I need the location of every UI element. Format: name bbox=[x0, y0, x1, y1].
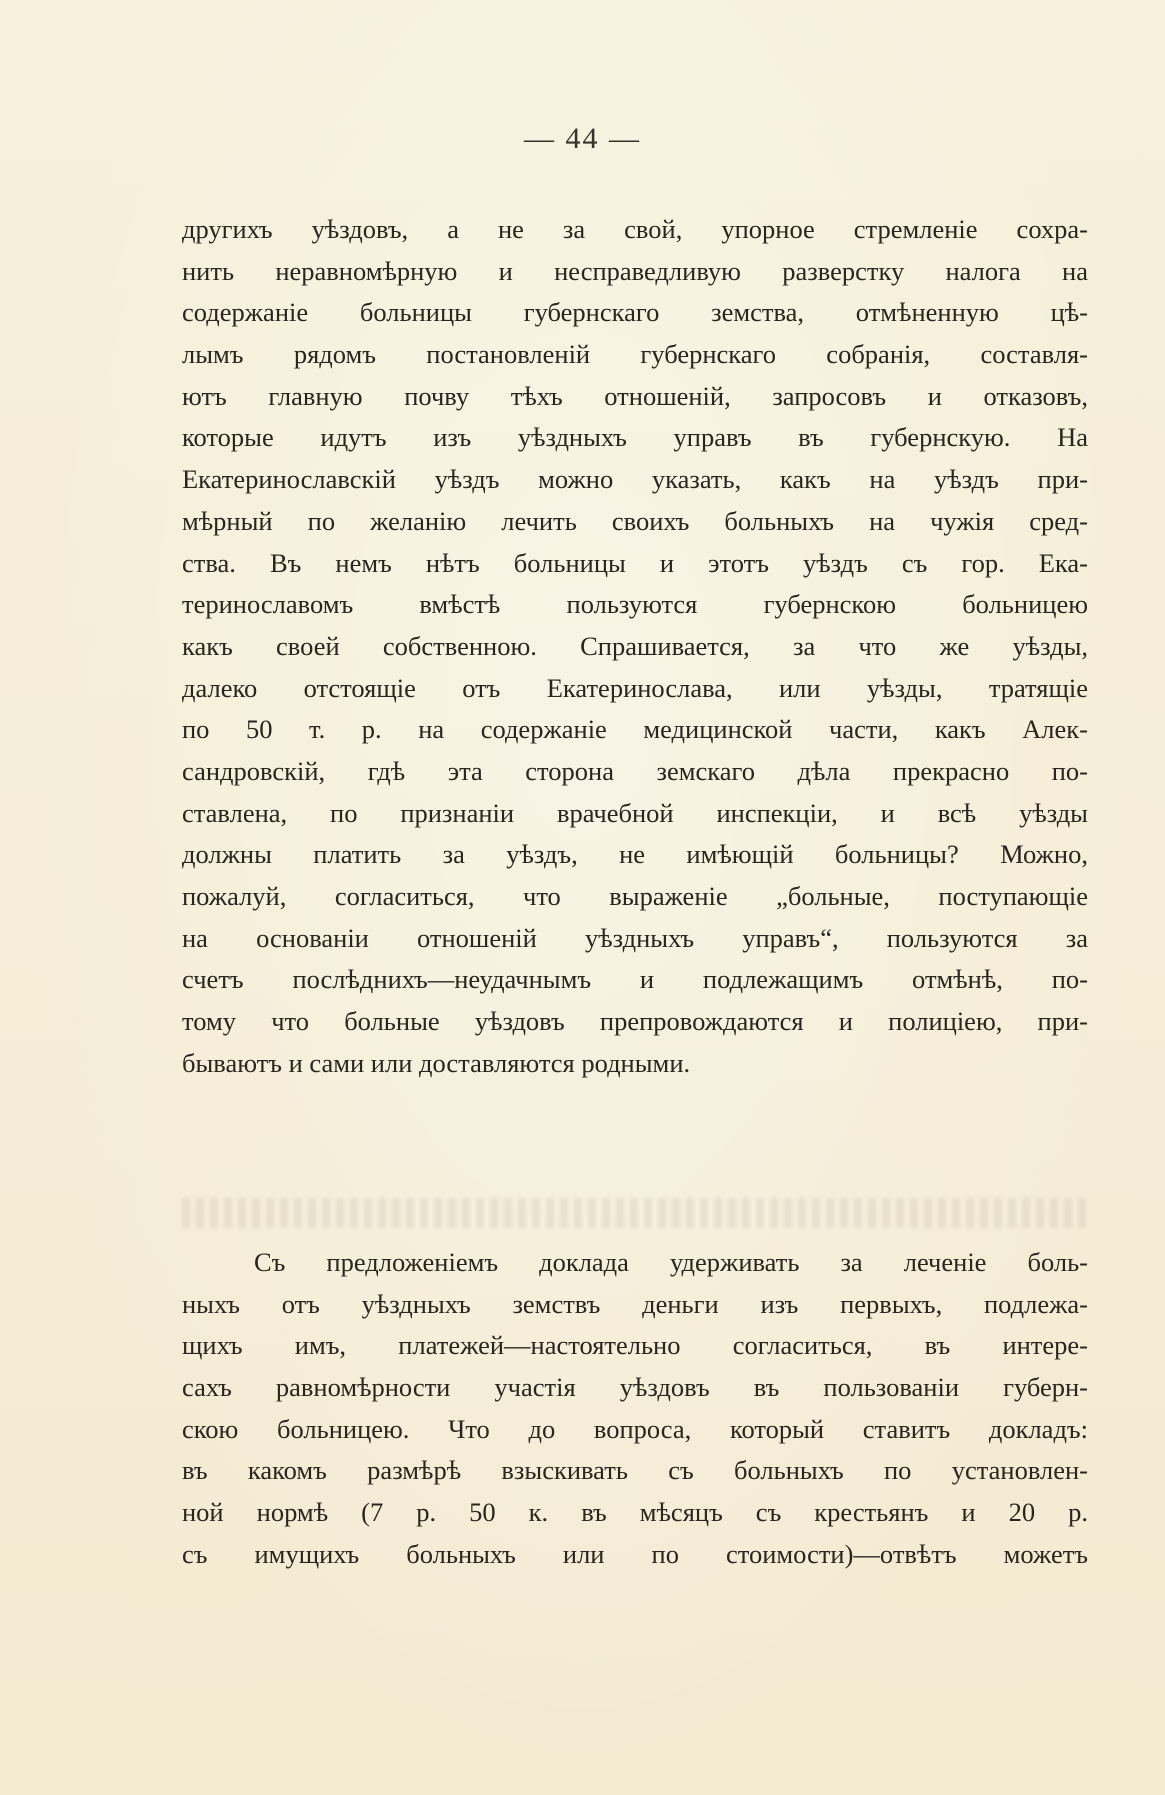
text-line: съ имущихъ больныхъ или по стоимости)—отвѣтъ можетъ bbox=[182, 1538, 1088, 1569]
text-line: пожалуй, согласиться, что выраженіе „больные, поступающіе bbox=[182, 881, 1088, 911]
paragraph-1 bbox=[182, 209, 1088, 1084]
text-line: другихъ уѣздовъ, а не за свой, упорное стремленіе сохра- bbox=[182, 214, 1088, 244]
text-line: далеко отстоящіе отъ Екатеринослава, или уѣзды, тратящіе bbox=[182, 672, 1088, 703]
text-line: Съ предложеніемъ доклада удерживать за леченіе боль- bbox=[254, 1247, 1088, 1277]
text-line: ныхъ отъ уѣздныхъ земствъ деньги изъ первыхъ, подлежа- bbox=[182, 1288, 1088, 1319]
text-line: Екатеринославскій уѣздъ можно указать, какъ на уѣздъ при- bbox=[182, 464, 1088, 495]
text-line: которые идутъ изъ уѣздныхъ управъ въ губернскую. На bbox=[182, 422, 1088, 453]
text-line: счетъ послѣднихъ—неудачнымъ и подлежащимъ отмѣнѣ, по- bbox=[182, 964, 1088, 995]
text-line: содержаніе больницы губернскаго земства, отмѣненную цѣ- bbox=[182, 297, 1088, 328]
text-line: ной нормѣ (7 р. 50 к. въ мѣсяцъ съ крестьянъ и 20 р. bbox=[182, 1497, 1088, 1528]
text-line: сандровскій, гдѣ эта сторона земскаго дѣла прекрасно по- bbox=[182, 755, 1088, 786]
text-line: ства. Въ немъ нѣтъ больницы и этотъ уѣздъ съ гор. Ека- bbox=[182, 547, 1088, 578]
text-line: теринославомъ вмѣстѣ пользуются губернскою больницею bbox=[182, 589, 1088, 620]
text-line: въ какомъ размѣрѣ взыскивать съ больныхъ по установлен- bbox=[182, 1455, 1088, 1486]
bleed-through-shadow bbox=[182, 1198, 1088, 1228]
text-line: нить неравномѣрную и несправедливую разверстку налога на bbox=[182, 255, 1088, 286]
text-line: тому что больные уѣздовъ препровождаются и полиціею, при- bbox=[182, 1006, 1088, 1037]
text-line: скою больницею. Что до вопроса, который ставитъ докладъ: bbox=[182, 1413, 1088, 1444]
text-line: лымъ рядомъ постановленій губернскаго собранія, составля- bbox=[182, 339, 1088, 370]
paragraph-2 bbox=[182, 1242, 1088, 1576]
text-line: бываютъ и сами или доставляются родными. bbox=[182, 1047, 691, 1078]
text-line: ставлена, по признаніи врачебной инспекціи, и всѣ уѣзды bbox=[182, 797, 1088, 828]
text-line: какъ своей собственною. Спрашивается, за что же уѣзды, bbox=[182, 630, 1088, 661]
text-line: по 50 т. р. на содержаніе медицинской части, какъ Алек- bbox=[182, 714, 1088, 745]
text-line: мѣрный по желанію лечить своихъ больныхъ на чужія сред- bbox=[182, 505, 1088, 536]
text-line: на основаніи отношеній уѣздныхъ управъ“, пользуются за bbox=[182, 922, 1088, 953]
text-line: должны платить за уѣздъ, не имѣющій больницы? Можно, bbox=[182, 839, 1088, 870]
text-line: щихъ имъ, платежей—настоятельно согласиться, въ интере- bbox=[182, 1330, 1088, 1361]
text-line: ютъ главную почву тѣхъ отношеній, запросовъ и отказовъ, bbox=[182, 380, 1088, 411]
text-line: сахъ равномѣрности участія уѣздовъ въ пользованіи губерн- bbox=[182, 1372, 1088, 1403]
page-number: — 44 — bbox=[524, 122, 641, 155]
